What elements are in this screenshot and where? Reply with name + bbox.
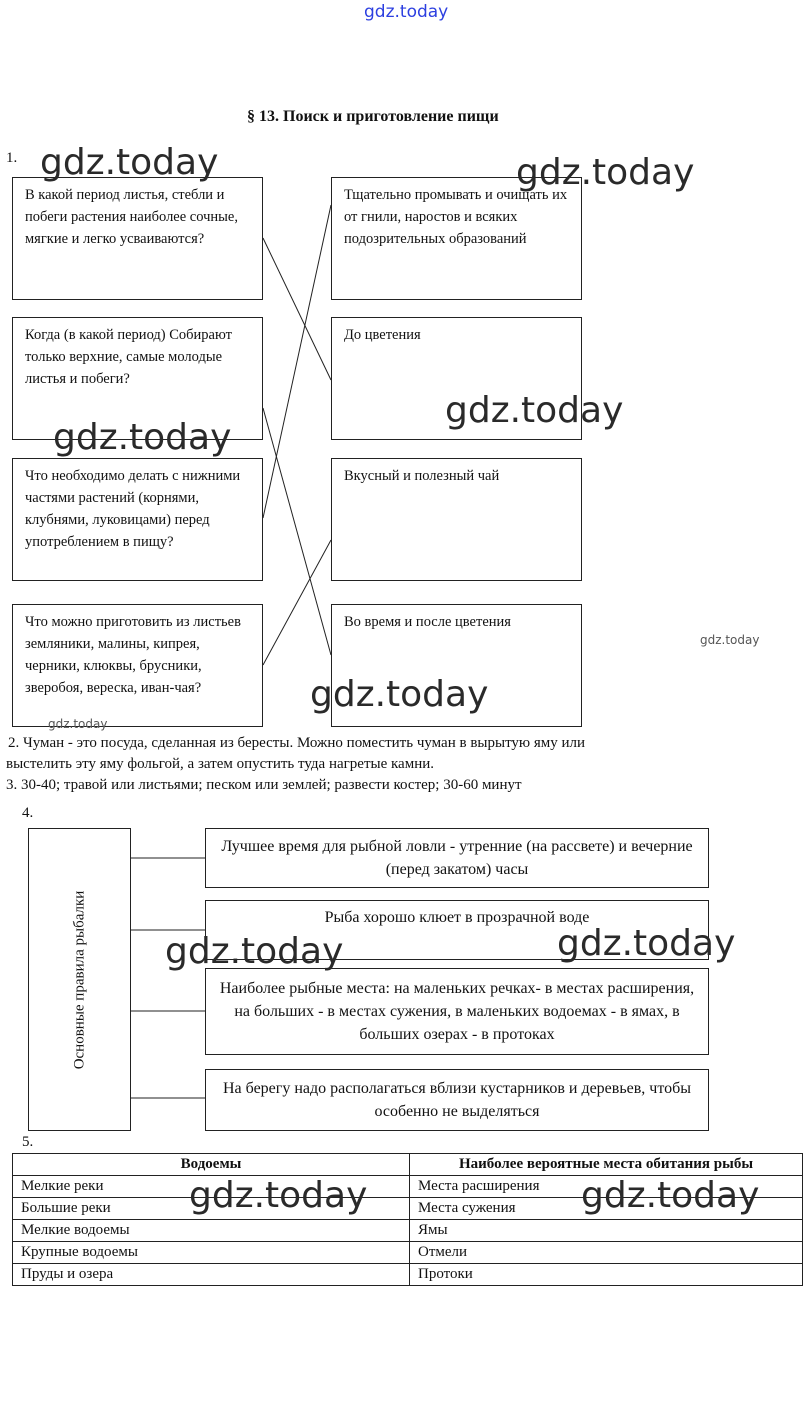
left-box-2: Когда (в какой период) Собирают только верхние, самые молодые листья и побеги? <box>12 317 263 440</box>
watermark: gdz.today <box>516 152 695 193</box>
table-cell: Крупные водоемы <box>13 1242 410 1264</box>
left-box-3: Что необходимо делать с нижними частями растений (корнями, клубнями, луковицами) перед употреблением в пищу? <box>12 458 263 581</box>
table-header-fish-places: Наиболее вероятные места обитания рыбы <box>410 1154 803 1176</box>
table-cell: Мелкие реки <box>13 1176 410 1198</box>
rule-box-3: Наиболее рыбные места: на маленьких речках- в местах расширения, на больших - в местах сужения, в маленьких водоемах - в ямах, в больших озерах - в протоках <box>205 968 709 1055</box>
water-bodies-table <box>12 1153 803 1286</box>
match-line-2-4 <box>263 408 331 655</box>
match-line-4-3 <box>263 540 331 665</box>
table-cell: Большие реки <box>13 1198 410 1220</box>
task3-line: 3. 30-40; травой или листьями; песком или землей; развести костер; 30-60 минут <box>6 777 522 793</box>
table-cell: Пруды и озера <box>13 1264 410 1286</box>
table-row <box>13 1242 803 1264</box>
match-line-1-2 <box>263 238 331 380</box>
rule-box-1: Лучшее время для рыбной ловли - утренние (на рассвете) и вечерние (перед закатом) часы <box>205 828 709 888</box>
table-cell: Ямы <box>410 1220 803 1242</box>
watermark: gdz.today <box>189 1175 368 1216</box>
left-box-4: Что можно приготовить из листьев земляники, малины, кипрея, черники, клюквы, брусники, зверобоя, вереска, иван-чая? <box>12 604 263 727</box>
watermark: gdz.today <box>557 923 736 964</box>
section-title: § 13. Поиск и приготовление пищи <box>247 108 499 125</box>
task2-line-1: 2. Чуман - это посуда, сделанная из бересты. Можно поместить чуман в вырытую яму или <box>8 735 586 751</box>
rule-box-4: На берегу надо располагаться вблизи кустарников и деревьев, чтобы особенно не выделяться <box>205 1069 709 1131</box>
table-row <box>13 1220 803 1242</box>
watermark-top: gdz.today <box>364 2 449 22</box>
right-box-2: До цветения <box>331 317 582 440</box>
watermark: gdz.today <box>445 390 624 431</box>
table-row <box>13 1264 803 1286</box>
table-header-water-bodies: Водоемы <box>13 1154 410 1176</box>
rules-vertical-label: Основные правила рыбалки <box>71 890 87 1069</box>
watermark-small: gdz.today <box>48 717 108 731</box>
watermark: gdz.today <box>40 142 219 183</box>
rule-box-2: Рыба хорошо клюет в прозрачной воде <box>205 900 709 960</box>
table-cell: Места расширения <box>410 1176 803 1198</box>
watermark: gdz.today <box>53 417 232 458</box>
right-box-1: Тщательно промывать и очищать их от гнили, наростов и всяких подозрительных образований <box>331 177 582 300</box>
watermark: gdz.today <box>310 674 489 715</box>
task2-line-2: выстелить эту яму фольгой, а затем опустить туда нагретые камни. <box>6 756 435 772</box>
table-cell: Отмели <box>410 1242 803 1264</box>
watermark-small: gdz.today <box>700 633 760 647</box>
task1-number: 1. <box>6 150 18 166</box>
table-cell: Протоки <box>410 1264 803 1286</box>
table-cell: Места сужения <box>410 1198 803 1220</box>
table-cell: Мелкие водоемы <box>13 1220 410 1242</box>
match-line-3-1 <box>263 205 331 518</box>
right-box-3: Вкусный и полезный чай <box>331 458 582 581</box>
watermark: gdz.today <box>165 931 344 972</box>
rules-vertical-box <box>28 828 131 1131</box>
left-box-1: В какой период листья, стебли и побеги растения наиболее сочные, мягкие и легко усваиваются? <box>12 177 263 300</box>
watermark: gdz.today <box>581 1175 760 1216</box>
table-header-row <box>13 1154 803 1176</box>
right-box-4: Во время и после цветения <box>331 604 582 727</box>
task4-number: 4. <box>22 805 34 821</box>
task5-number: 5. <box>22 1134 34 1150</box>
